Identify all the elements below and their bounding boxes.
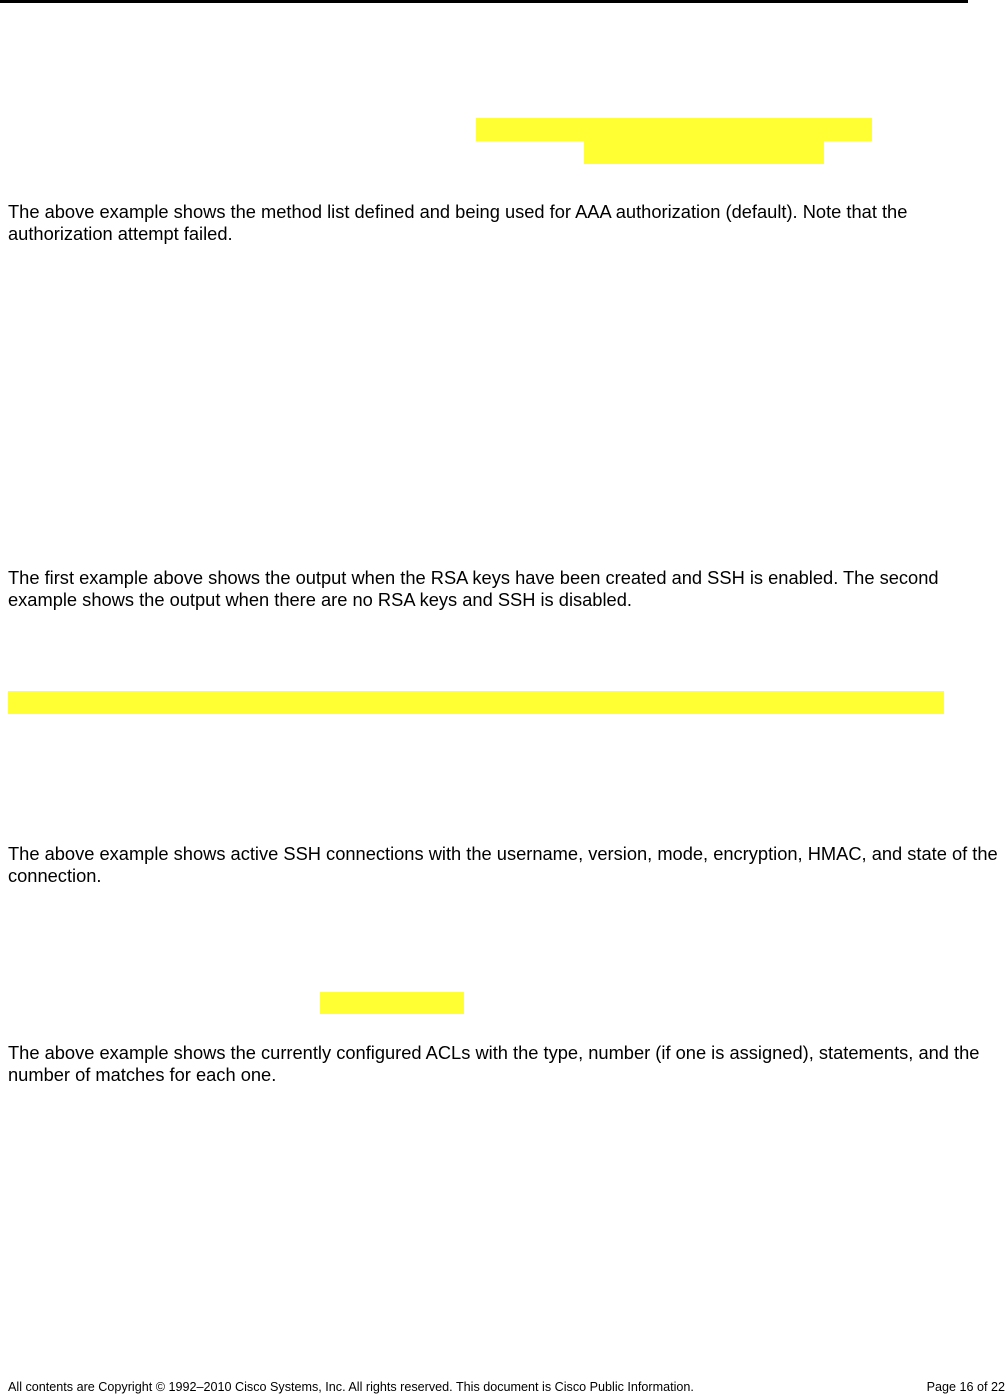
footer-copyright: All contents are Copyright © 1992–2010 Cisco Systems, Inc. All rights reserved. This document is Cisco Public Information. (8, 1380, 694, 1394)
highlight-block-4 (320, 992, 464, 1014)
paragraph-configured-acls: The above example shows the currently configured ACLs with the type, number (if one is assigned), statements, and the number of matches for each one. (8, 1042, 980, 1085)
highlight-block-1 (476, 118, 872, 141)
footer-page-number: Page 16 of 22 (926, 1380, 1005, 1394)
highlight-block-2 (584, 141, 824, 164)
paragraph-active-ssh-connections: The above example shows active SSH connections with the username, version, mode, encryption, HMAC, and state of the connection. (8, 843, 998, 886)
highlight-block-3 (8, 691, 944, 714)
paragraph-aaa-authorization: The above example shows the method list defined and being used for AAA authorization (default). Note that the authorization attempt failed. (8, 201, 908, 244)
paragraph-rsa-keys-ssh: The first example above shows the output when the RSA keys have been created and SSH is enabled. The second example shows the output when there are no RSA keys and SSH is disabled. (8, 567, 939, 610)
header-rule (0, 0, 968, 3)
